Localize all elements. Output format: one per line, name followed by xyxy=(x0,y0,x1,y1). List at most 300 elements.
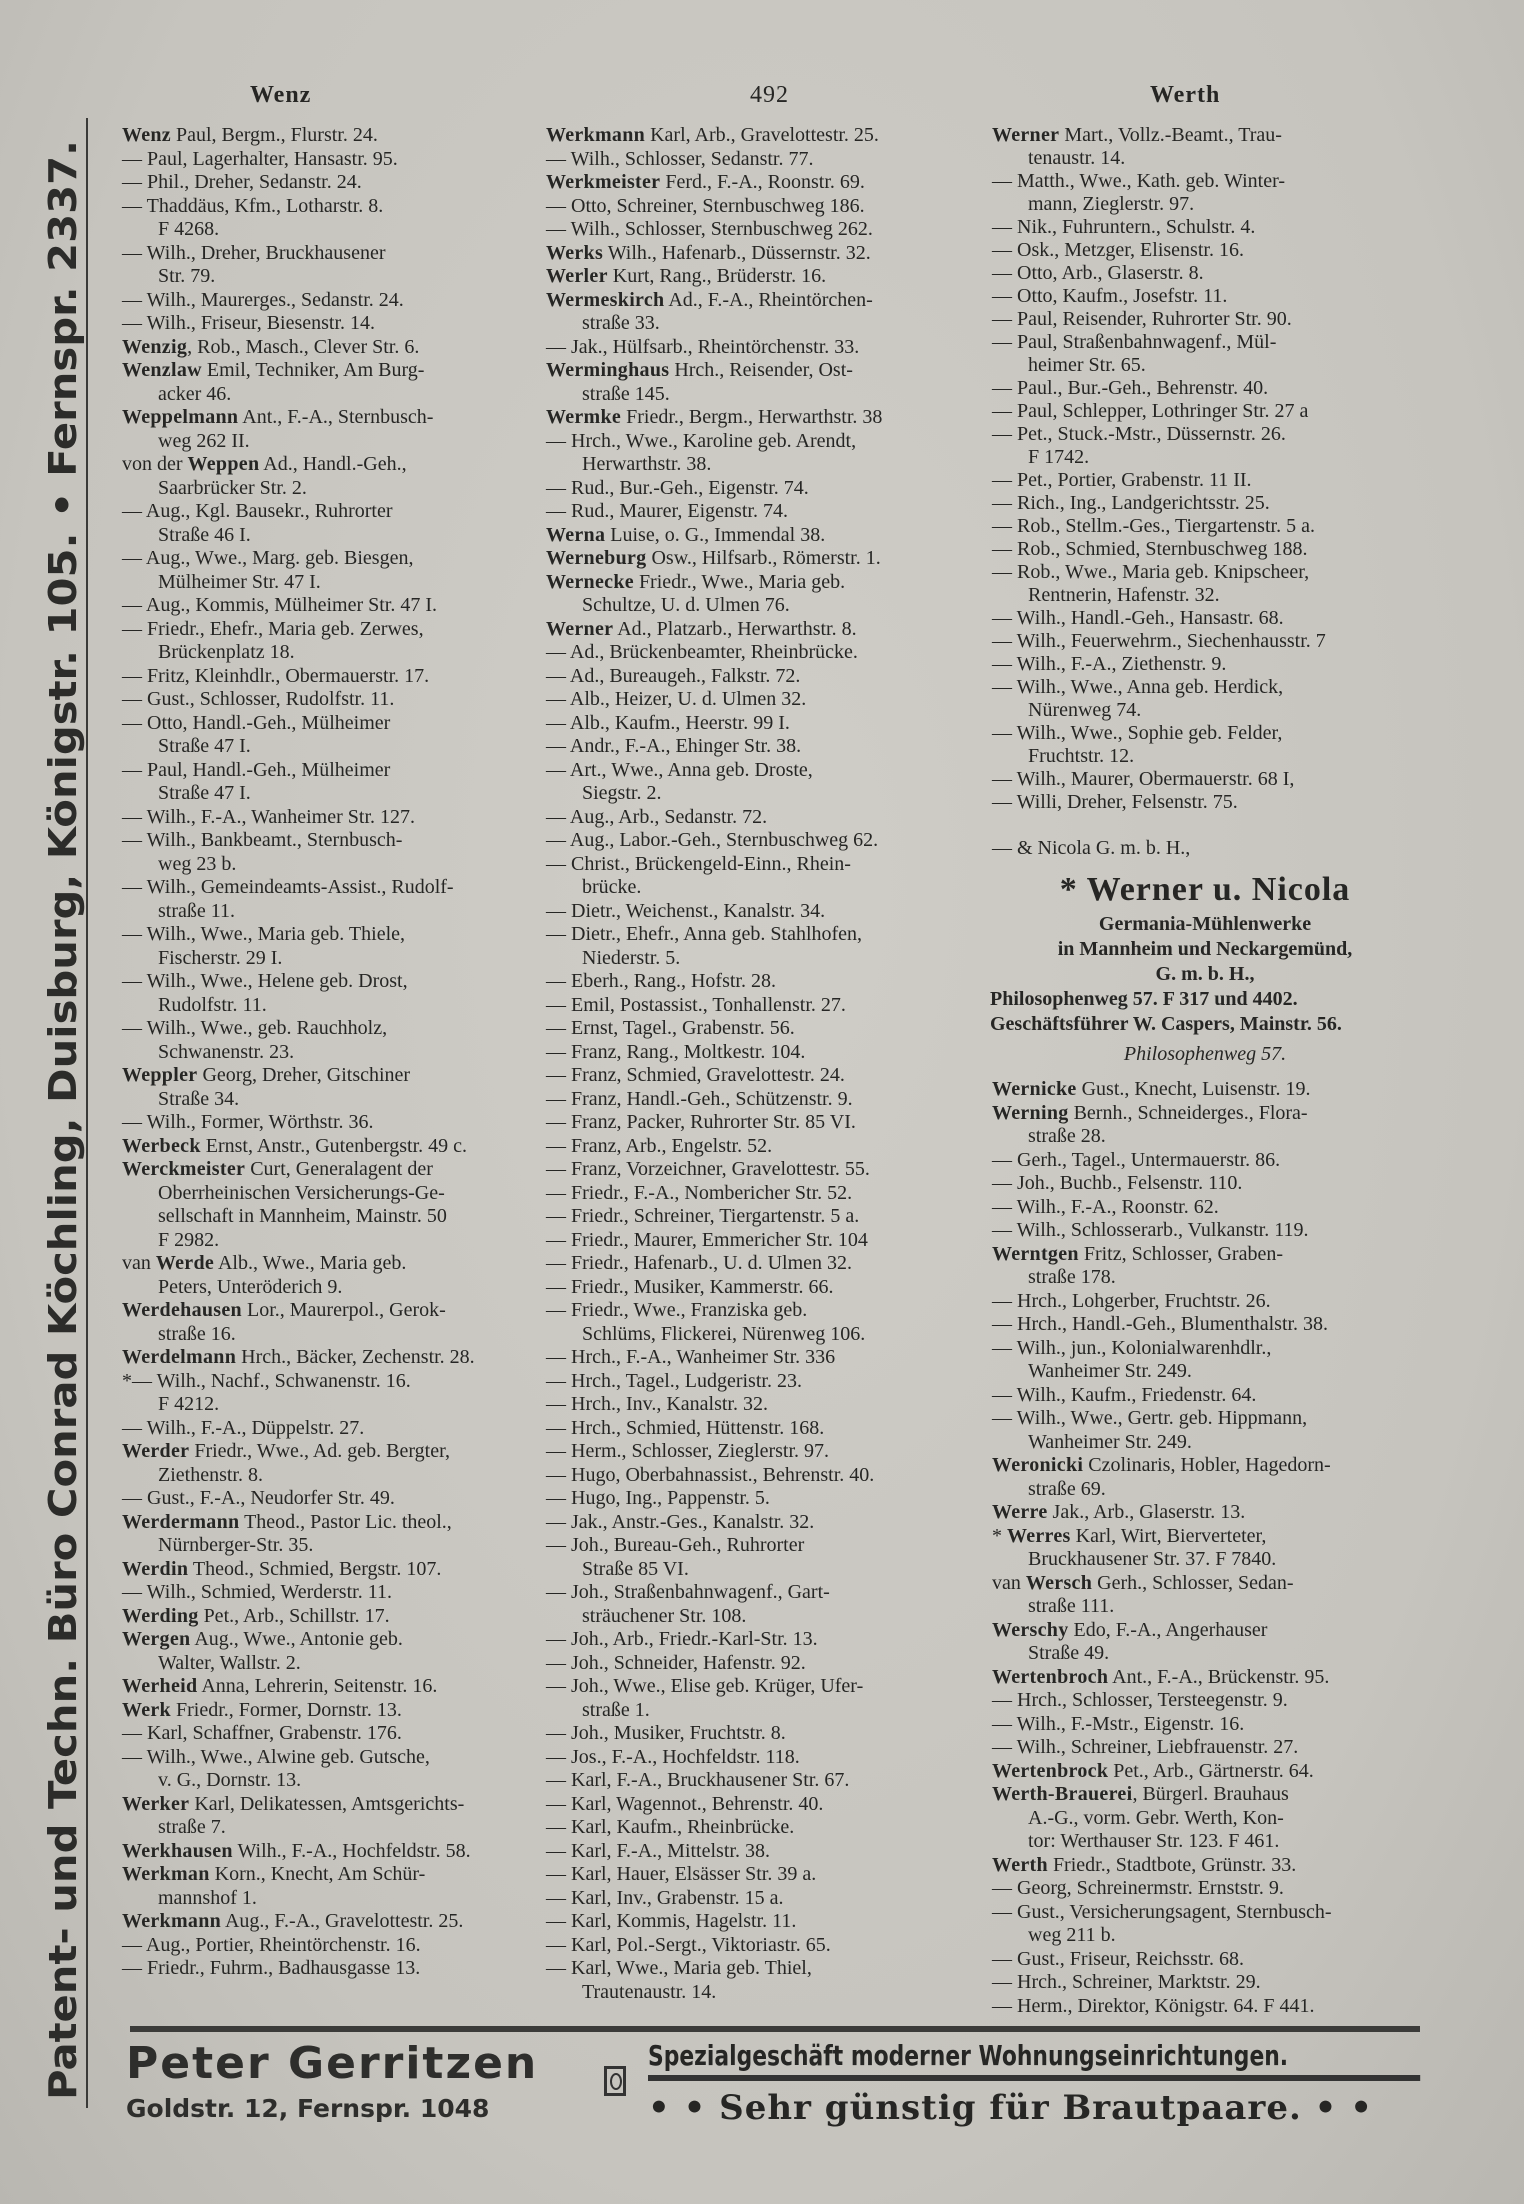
entry-text: — Wilh., Friseur, Biesenstr. 14. xyxy=(122,312,376,334)
entry-continuation: Straße 34. xyxy=(158,1087,240,1110)
directory-entry-line xyxy=(122,1863,475,1887)
entry-text: — Hrch., Handl.-Geh., Blumenthalstr. 38. xyxy=(992,1313,1329,1335)
directory-entry-line xyxy=(992,607,1326,630)
directory-entry-line xyxy=(992,814,1326,837)
entry-continuation: sellschaft in Mannheim, Mainstr. 50 xyxy=(158,1205,447,1227)
entry-text: — Matth., Wwe., Kath. geb. Winter- xyxy=(992,170,1285,192)
entry-text: — Pet., Stuck.-Mstr., Düssernstr. 26. xyxy=(992,423,1286,445)
directory-entry-line xyxy=(546,359,882,383)
entry-continuation: straße 16. xyxy=(158,1322,236,1345)
entry-text: — Franz, Arb., Engelstr. 52. xyxy=(546,1134,773,1157)
directory-entry-line xyxy=(122,1816,475,1840)
entry-text: — Joh., Arb., Friedr.-Karl-Str. 13. xyxy=(546,1628,818,1650)
entry-text: — Alb., Kaufm., Heerstr. 99 I. xyxy=(546,711,790,734)
entry-surname: Werning xyxy=(992,1101,1069,1124)
directory-entry-line xyxy=(992,423,1326,446)
entry-text: — Karl, Wagennot., Behrenstr. 40. xyxy=(546,1792,824,1815)
entry-text: — Friedr., F.-A., Nombericher Str. 52. xyxy=(546,1181,853,1204)
company-ad-line: Geschäftsführer W. Caspers, Mainstr. 56. xyxy=(990,1013,1342,1035)
entry-text: — Thaddäus, Kfm., Lotharstr. 8. xyxy=(122,194,384,217)
entry-continuation: Oberrheinischen Versicherungs-Ge- xyxy=(158,1181,445,1204)
entry-text: — Franz, Vorzeichner, Gravelottestr. 55. xyxy=(546,1158,870,1180)
entry-text: Ferd., F.-A., Roonstr. 69. xyxy=(660,171,865,193)
entry-text: — Osk., Metzger, Elisenstr. 16. xyxy=(992,239,1244,261)
entry-text: — Alb., Heizer, U. d. Ulmen 32. xyxy=(546,688,807,710)
entry-continuation: straße 1. xyxy=(582,1698,650,1721)
directory-entry-line xyxy=(992,1971,1332,1995)
entry-text: — Karl, F.-A., Mittelstr. 38. xyxy=(546,1839,770,1862)
directory-entry-line xyxy=(992,1078,1332,1102)
directory-entry-line xyxy=(122,712,475,736)
directory-entry-line xyxy=(992,1689,1332,1713)
directory-entry-line xyxy=(546,571,882,595)
entry-text: — Karl, Wwe., Maria geb. Thiel, xyxy=(546,1957,812,1979)
entry-text: — Friedr., Wwe., Franziska geb. xyxy=(546,1299,808,1321)
entry-text: — Phil., Dreher, Sedanstr. 24. xyxy=(122,171,362,193)
entry-text: — Hrch., Schlosser, Tersteegenstr. 9. xyxy=(992,1689,1288,1711)
directory-entry-line xyxy=(546,1299,882,1323)
directory-entry-line xyxy=(122,1675,475,1699)
directory-entry-line xyxy=(122,265,475,289)
entry-text: Wilh., Hafenarb., Düssernstr. 32. xyxy=(603,241,871,264)
entry-text: — Wilh., Former, Wörthstr. 36. xyxy=(122,1111,374,1133)
entry-continuation: Schwanenstr. 23. xyxy=(158,1040,295,1063)
entry-text: — Otto, Kaufm., Josefstr. 11. xyxy=(992,285,1228,307)
entry-continuation: F 1742. xyxy=(1028,446,1090,468)
directory-entry-line xyxy=(546,430,882,454)
directory-entry-line xyxy=(122,383,475,407)
directory-entry-line xyxy=(546,1346,882,1370)
directory-entry-line xyxy=(546,1464,882,1488)
company-ad-line: Germania-Mühlenwerke xyxy=(1098,913,1312,935)
directory-entry-line xyxy=(122,641,475,665)
directory-entry-line xyxy=(992,1713,1332,1737)
directory-entry-line xyxy=(992,1290,1332,1314)
directory-entry-line xyxy=(122,829,475,853)
directory-entry-line xyxy=(546,1111,882,1135)
entry-surname: Werder xyxy=(122,1440,190,1462)
entry-surname: Werner xyxy=(546,617,614,640)
company-ad-title: * Werner u. Nicola xyxy=(1059,871,1351,908)
entry-text: Edo, F.-A., Angerhauser xyxy=(1068,1618,1268,1641)
directory-entry-line xyxy=(122,1229,475,1253)
entry-surname: Werdehausen xyxy=(122,1299,242,1321)
directory-entry-line xyxy=(122,1205,475,1229)
directory-entry-line xyxy=(122,430,475,454)
entry-text: — Emil, Postassist., Tonhallenstr. 27. xyxy=(546,993,846,1016)
entry-surname: Werkhausen xyxy=(122,1839,233,1862)
directory-entry-line xyxy=(122,571,475,595)
entry-text: Ad., Handl.-Geh., xyxy=(259,453,407,475)
directory-entry-line xyxy=(546,218,882,242)
directory-entry-line xyxy=(992,1478,1332,1502)
directory-entry-line xyxy=(546,876,882,900)
entry-continuation: straße 7. xyxy=(158,1816,226,1838)
entry-continuation: Wanheimer Str. 249. xyxy=(1028,1360,1192,1382)
entry-text: — Wilh., Feuerwehrm., Siechenhausstr. 7 xyxy=(992,630,1326,652)
directory-entry-line xyxy=(992,262,1326,285)
directory-entry-line xyxy=(122,688,475,712)
entry-text: — Friedr., Musiker, Kammerstr. 66. xyxy=(546,1275,834,1298)
entry-surname: Werler xyxy=(546,265,608,287)
directory-entry-line xyxy=(546,1581,882,1605)
directory-entry-line xyxy=(546,453,882,477)
entry-text: — Joh., Straßenbahnwagenf., Gart- xyxy=(546,1581,830,1603)
directory-entry-line xyxy=(122,336,475,360)
entry-text: — Wilh., Wwe., Helene geb. Drost, xyxy=(122,970,408,992)
directory-entry-line xyxy=(546,1511,882,1535)
entry-text: Paul, Bergm., Flurstr. 24. xyxy=(170,124,378,146)
entry-text: Bernh., Schneiderges., Flora- xyxy=(1068,1101,1308,1124)
entry-continuation: Brückenplatz 18. xyxy=(158,641,295,663)
directory-entry-line xyxy=(546,1534,882,1558)
entry-continuation: Nürenweg 74. xyxy=(1028,699,1142,721)
directory-entry-line xyxy=(122,1182,475,1206)
directory-entry-line xyxy=(122,1464,475,1488)
directory-entry-line xyxy=(992,653,1326,676)
side-divider xyxy=(86,118,88,2108)
entry-surname: Werheid xyxy=(122,1675,198,1697)
company-advertisement xyxy=(990,868,1420,1071)
directory-entry-line xyxy=(546,1158,882,1182)
entry-text: — Friedr., Schreiner, Tiergartenstr. 5 a. xyxy=(546,1205,860,1227)
entry-text: — Paul, Handl.-Geh., Mülheimer xyxy=(122,758,391,781)
directory-entry-line xyxy=(992,1760,1332,1784)
directory-entry-line xyxy=(546,1064,882,1088)
directory-entry-line xyxy=(992,1172,1332,1196)
entry-text: — Friedr., Fuhrm., Badhausgasse 13. xyxy=(122,1957,421,1979)
entry-text: — Paul, Lagerhalter, Hansastr. 95. xyxy=(122,147,398,170)
directory-entry-line xyxy=(122,242,475,266)
entry-text: — Rob., Stellm.-Ges., Tiergartenstr. 5 a. xyxy=(992,515,1315,537)
entry-text: — Joh., Musiker, Fruchtstr. 8. xyxy=(546,1722,786,1744)
entry-text: — Rob., Wwe., Maria geb. Knipscheer, xyxy=(992,561,1310,583)
directory-entry-line xyxy=(992,1995,1332,2019)
entry-text: Karl, Delikatessen, Amtsgerichts- xyxy=(189,1792,465,1815)
directory-entry-line xyxy=(546,1393,882,1417)
directory-entry-line xyxy=(992,722,1326,745)
entry-continuation: Peters, Unteröderich 9. xyxy=(158,1275,343,1298)
entry-continuation: A.-G., vorm. Gebr. Werth, Kon- xyxy=(1028,1806,1284,1829)
entry-text: Friedr., Bergm., Herwarthstr. 38 xyxy=(621,406,883,428)
entry-surname: Werdermann xyxy=(122,1510,240,1533)
entry-text: — Gust., Versicherungsagent, Sternbusch- xyxy=(992,1900,1332,1923)
directory-entry-line xyxy=(122,477,475,501)
directory-entry-line xyxy=(546,500,882,524)
entry-text: — Aug., Kgl. Bausekr., Ruhrorter xyxy=(122,500,393,522)
directory-entry-line xyxy=(122,1793,475,1817)
entry-continuation: sträuchener Str. 108. xyxy=(582,1604,747,1627)
entry-surname: Werker xyxy=(122,1792,190,1815)
directory-entry-line xyxy=(546,1370,882,1394)
bottom-ad-slogan: Spezialgeschäft moderner Wohnungseinrichtungen. xyxy=(648,2040,1420,2081)
directory-entry-line xyxy=(992,538,1326,561)
entry-text: — Paul, Straßenbahnwagenf., Mül- xyxy=(992,331,1277,353)
directory-entry-line xyxy=(546,195,882,219)
directory-entry-line xyxy=(992,1431,1332,1455)
entry-text: — Art., Wwe., Anna geb. Droste, xyxy=(546,758,813,781)
directory-entry-line xyxy=(122,547,475,571)
entry-continuation: straße 33. xyxy=(582,312,660,334)
entry-text: Ant., F.-A., Brückenstr. 95. xyxy=(1108,1665,1330,1688)
entry-text: *— Wilh., Nachf., Schwanenstr. 16. xyxy=(122,1369,411,1392)
directory-entry-line xyxy=(546,970,882,994)
entry-text: — Nik., Fuhruntern., Schulstr. 4. xyxy=(992,216,1256,238)
entry-text: Ant., F.-A., Sternbusch- xyxy=(238,406,434,428)
directory-entry-line xyxy=(122,359,475,383)
entry-text: Curt, Generalagent der xyxy=(245,1158,433,1180)
entry-text: — Gust., F.-A., Neudorfer Str. 49. xyxy=(122,1487,395,1509)
directory-entry-line xyxy=(122,312,475,336)
directory-entry-line xyxy=(546,1675,882,1699)
entry-text: Kurt, Rang., Brüderstr. 16. xyxy=(607,265,827,287)
entry-text: — Wilh., Schlosser, Sedanstr. 77. xyxy=(546,147,814,170)
entry-text: — Aug., Labor.-Geh., Sternbuschweg 62. xyxy=(546,829,879,851)
directory-entry-line xyxy=(122,1111,475,1135)
directory-entry-line xyxy=(992,1736,1332,1760)
directory-entry-line xyxy=(992,745,1326,768)
entry-continuation: tenaustr. 14. xyxy=(1028,147,1126,169)
entry-surname: Wertenbroch xyxy=(992,1665,1109,1688)
entry-surname: Werde xyxy=(155,1252,215,1274)
directory-entry-line xyxy=(122,806,475,830)
entry-surname: Werckmeister xyxy=(122,1158,246,1180)
entry-surname: Weppelmann xyxy=(122,406,239,428)
directory-entry-line xyxy=(992,193,1326,216)
entry-surname: Werbeck xyxy=(122,1134,201,1157)
entry-text: , Rob., Masch., Clever Str. 6. xyxy=(187,335,420,358)
directory-entry-line xyxy=(122,1135,475,1159)
entry-continuation: straße 69. xyxy=(1028,1477,1106,1500)
directory-entry-line xyxy=(992,1196,1332,1220)
entry-text: — Karl, Inv., Grabenstr. 15 a. xyxy=(546,1886,784,1909)
entry-text: Friedr., Wwe., Maria geb. xyxy=(633,570,846,593)
ornament-icon xyxy=(604,2066,626,2096)
entry-surname: Weppler xyxy=(122,1064,198,1086)
directory-entry-line xyxy=(546,148,882,172)
bottom-ad-rule xyxy=(130,2026,1420,2032)
entry-continuation: Schlüms, Flickerei, Nürenweg 106. xyxy=(582,1322,866,1345)
directory-entry-line xyxy=(992,699,1326,722)
directory-entry-line xyxy=(546,1252,882,1276)
header-right-keyword: Werth xyxy=(1150,82,1221,108)
entry-text: — Joh., Bureau-Geh., Ruhrorter xyxy=(546,1534,805,1556)
entry-text: — Wilh., Wwe., Anna geb. Herdick, xyxy=(992,676,1284,698)
entry-text: — Wilh., F.-A., Wanheimer Str. 127. xyxy=(122,805,416,828)
entry-continuation: weg 262 II. xyxy=(158,429,250,452)
entry-continuation: acker 46. xyxy=(158,382,232,405)
entry-continuation: straße 28. xyxy=(1028,1125,1106,1147)
directory-entry-line xyxy=(992,584,1326,607)
entry-text: Aug., F.-A., Gravelottestr. 25. xyxy=(221,1910,464,1932)
directory-entry-line xyxy=(992,400,1326,423)
directory-entry-line xyxy=(992,331,1326,354)
directory-entry-line xyxy=(122,947,475,971)
entry-surname: Werkman xyxy=(122,1863,210,1885)
directory-entry-line xyxy=(122,406,475,430)
entry-text: Lor., Maurerpol., Gerok- xyxy=(241,1299,446,1321)
entry-text: Gerh., Schlosser, Sedan- xyxy=(1092,1571,1294,1594)
entry-continuation: Mülheimer Str. 47 I. xyxy=(158,570,321,593)
entry-continuation: Schultze, U. d. Ulmen 76. xyxy=(582,594,790,616)
directory-entry-line xyxy=(122,148,475,172)
directory-entry-line xyxy=(992,1642,1332,1666)
directory-entry-line xyxy=(992,515,1326,538)
directory-entry-line xyxy=(122,1769,475,1793)
directory-entry-line xyxy=(122,524,475,548)
entry-text: — Hugo, Oberbahnassist., Behrenstr. 40. xyxy=(546,1463,875,1486)
entry-text: — Jos., F.-A., Hochfeldstr. 118. xyxy=(546,1745,800,1768)
directory-entry-line xyxy=(122,970,475,994)
entry-text: Theod., Pastor Lic. theol., xyxy=(239,1510,452,1533)
directory-entry-line xyxy=(546,242,882,266)
directory-entry-line xyxy=(992,216,1326,239)
bottom-ad-address: Goldstr. 12, Fernspr. 1048 xyxy=(126,2094,490,2123)
directory-entry-line xyxy=(546,1840,882,1864)
directory-entry-line xyxy=(122,1957,475,1981)
entry-text: Pet., Arb., Gärtnerstr. 64. xyxy=(1108,1759,1314,1782)
entry-continuation: Trautenaustr. 14. xyxy=(582,1980,717,2003)
directory-entry-line xyxy=(546,1863,882,1887)
bottom-ad-name: Peter Gerritzen xyxy=(126,2038,539,2089)
column-right-top xyxy=(992,124,1326,860)
directory-entry-line xyxy=(546,829,882,853)
directory-entry-line xyxy=(546,1558,882,1582)
bottom-ad-tagline: • • Sehr günstig für Brautpaare. • • xyxy=(648,2088,1373,2128)
entry-continuation: brücke. xyxy=(582,876,642,898)
entry-continuation: mannshof 1. xyxy=(158,1886,257,1909)
directory-entry-line xyxy=(992,837,1326,860)
company-ad-line: in Mannheim und Neckargemünd, xyxy=(1057,938,1353,960)
directory-entry-line xyxy=(546,1957,882,1981)
entry-surname: Wertenbrock xyxy=(992,1759,1109,1782)
entry-text: Jak., Arb., Glaserstr. 13. xyxy=(1047,1501,1246,1523)
entry-text: — & Nicola G. m. b. H., xyxy=(992,837,1191,859)
directory-entry-line xyxy=(122,1910,475,1934)
directory-entry-line xyxy=(122,1064,475,1088)
entry-continuation: Siegstr. 2. xyxy=(582,782,662,804)
entry-text: — Wilh., Maurer, Obermauerstr. 68 I, xyxy=(992,768,1295,790)
entry-text: — Georg, Schreinermstr. Ernststr. 9. xyxy=(992,1877,1284,1899)
entry-text: — Otto, Arb., Glaserstr. 8. xyxy=(992,262,1204,284)
entry-text: — Wilh., Schlosserarb., Vulkanstr. 119. xyxy=(992,1219,1309,1241)
entry-surname: Werminghaus xyxy=(546,359,670,381)
entry-text: — Hugo, Ing., Pappenstr. 5. xyxy=(546,1487,770,1509)
directory-entry-line xyxy=(546,477,882,501)
entry-text: — Gerh., Tagel., Untermauerstr. 86. xyxy=(992,1148,1281,1171)
directory-entry-line xyxy=(122,500,475,524)
entry-text: — Paul, Schlepper, Lothringer Str. 27 a xyxy=(992,400,1309,422)
directory-entry-line xyxy=(546,289,882,313)
entry-text: — Otto, Schreiner, Sternbuschweg 186. xyxy=(546,194,865,217)
entry-continuation: Saarbrücker Str. 2. xyxy=(158,476,307,499)
directory-entry-line xyxy=(992,561,1326,584)
entry-surname: Wersch xyxy=(1025,1571,1093,1594)
directory-entry-line xyxy=(122,853,475,877)
entry-text: — Otto, Handl.-Geh., Mülheimer xyxy=(122,711,391,734)
directory-entry-line xyxy=(546,1699,882,1723)
directory-entry-line xyxy=(992,1407,1332,1431)
directory-entry-line xyxy=(992,1948,1332,1972)
directory-entry-line xyxy=(992,285,1326,308)
directory-entry-line xyxy=(546,1088,882,1112)
entry-text: Karl, Arb., Gravelottestr. 25. xyxy=(645,124,879,146)
entry-text: Emil, Techniker, Am Burg- xyxy=(201,359,425,381)
entry-text: — Fritz, Kleinhdlr., Obermauerstr. 17. xyxy=(122,664,430,687)
entry-continuation: Bruckhausener Str. 37. F 7840. xyxy=(1028,1548,1277,1570)
entry-text: Fritz, Schlosser, Graben- xyxy=(1078,1242,1283,1265)
entry-text: Wilh., F.-A., Hochfeldstr. 58. xyxy=(232,1839,471,1862)
entry-text: Georg, Dreher, Gitschiner xyxy=(197,1064,411,1086)
directory-entry-line xyxy=(992,377,1326,400)
entry-text: Anna, Lehrerin, Seitenstr. 16. xyxy=(197,1675,438,1697)
entry-text: — Wilh., F.-Mstr., Eigenstr. 16. xyxy=(992,1712,1245,1735)
entry-text: — Ernst, Tagel., Grabenstr. 56. xyxy=(546,1017,795,1039)
entry-text: Pet., Arb., Schillstr. 17. xyxy=(198,1604,390,1627)
directory-entry-line xyxy=(992,1384,1332,1408)
entry-text: — Eberh., Rang., Hofstr. 28. xyxy=(546,970,776,992)
entry-text: Theod., Schmied, Bergstr. 107. xyxy=(188,1557,442,1580)
directory-entry-line xyxy=(992,1102,1332,1126)
directory-entry-line xyxy=(122,1840,475,1864)
company-ad-line: Philosophenweg 57. xyxy=(1123,1043,1287,1065)
entry-text: — Hrch., Schmied, Hüttenstr. 168. xyxy=(546,1416,825,1439)
directory-entry-line xyxy=(546,406,882,430)
entry-continuation: Fischerstr. 29 I. xyxy=(158,946,283,969)
entry-text: , Bürgerl. Brauhaus xyxy=(1132,1783,1289,1805)
entry-surname: Werth xyxy=(992,1853,1048,1876)
directory-entry-line xyxy=(122,1323,475,1347)
directory-entry-line xyxy=(122,1487,475,1511)
directory-entry-line xyxy=(992,1807,1332,1831)
directory-entry-line xyxy=(992,1266,1332,1290)
entry-text: — Joh., Schneider, Hafenstr. 92. xyxy=(546,1651,806,1674)
directory-entry-line xyxy=(122,1370,475,1394)
directory-entry-line xyxy=(122,289,475,313)
entry-text: — Herm., Schlosser, Zieglerstr. 97. xyxy=(546,1440,830,1462)
directory-entry-line xyxy=(546,712,882,736)
entry-text: Alb., Wwe., Maria geb. xyxy=(214,1252,407,1274)
directory-entry-line xyxy=(122,618,475,642)
directory-entry-line xyxy=(546,171,882,195)
side-advertisement xyxy=(38,110,88,2110)
directory-entry-line xyxy=(122,1276,475,1300)
entry-text: — Franz, Rang., Moltkestr. 104. xyxy=(546,1040,806,1063)
entry-surname: Werntgen xyxy=(992,1242,1079,1265)
directory-entry-line xyxy=(122,665,475,689)
page-number: 492 xyxy=(750,82,789,108)
entry-surname: Weppen xyxy=(187,453,260,475)
entry-text: — Wilh., Schlosser, Sternbuschweg 262. xyxy=(546,218,873,240)
directory-entry-line xyxy=(546,923,882,947)
directory-entry-line xyxy=(122,1652,475,1676)
directory-entry-line xyxy=(122,453,475,477)
entry-text: — Rob., Schmied, Sternbuschweg 188. xyxy=(992,538,1308,560)
entry-text: — Wilh., Wwe., Gertr. geb. Hippmann, xyxy=(992,1407,1308,1429)
entry-text: — Friedr., Ehefr., Maria geb. Zerwes, xyxy=(122,617,424,640)
entry-continuation: Str. 79. xyxy=(158,265,216,287)
entry-text: — Karl, Schaffner, Grabenstr. 176. xyxy=(122,1722,402,1744)
entry-text: — Hrch., F.-A., Wanheimer Str. 336 xyxy=(546,1346,836,1368)
directory-entry-line xyxy=(122,1581,475,1605)
entry-text: — Andr., F.-A., Ehinger Str. 38. xyxy=(546,735,802,757)
entry-text: — Gust., Friseur, Reichsstr. 68. xyxy=(992,1947,1244,1970)
entry-text: — Hrch., Schreiner, Marktstr. 29. xyxy=(992,1971,1261,1993)
entry-text: — Hrch., Inv., Kanalstr. 32. xyxy=(546,1393,768,1415)
directory-entry-line xyxy=(546,1417,882,1441)
directory-entry-line xyxy=(992,1219,1332,1243)
entry-text: — Ad., Bureaugeh., Falkstr. 72. xyxy=(546,664,801,687)
